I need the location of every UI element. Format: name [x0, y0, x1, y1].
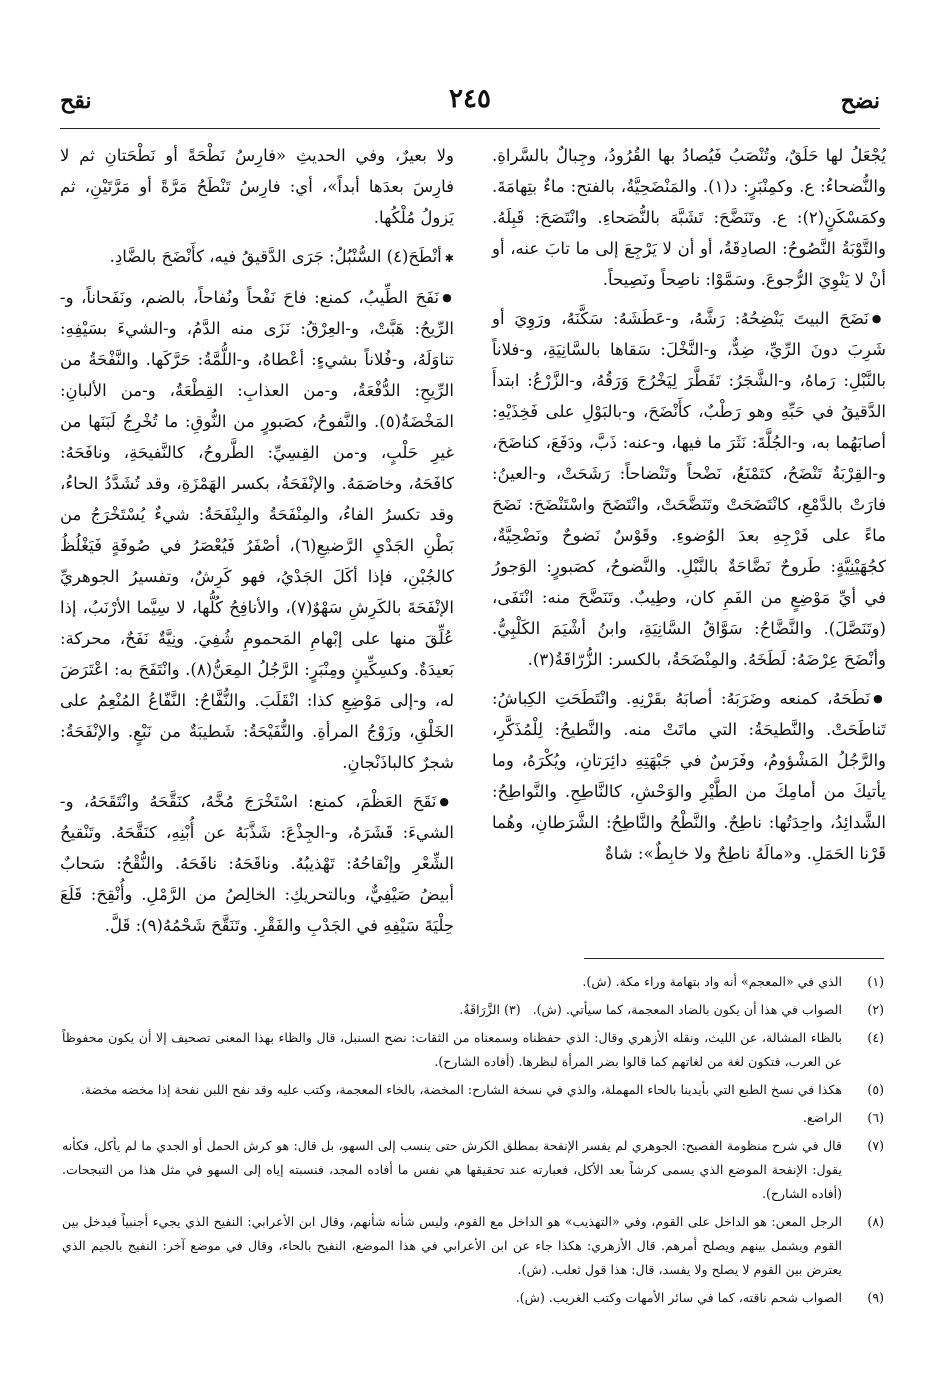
- footnotes-section: [62, 970, 884, 1318]
- footnote-text: قال في شرح منظومة الفصيح: الجوهري لم يفسر الإنفحة بمطلق الكرش حتى ينسب إلى السهو، بل قال: هو كرش الحمل أو الجدي ما لم يأكل، فكأنه يقول: الإنفحة الموضع الذي يسمى كرشاً بعد الأكل، فعبارته عند تحقيقها هي نفس ما أفاده المجد، فنسبته إياه إلى السهو في مثل هذا من التبجحات. (أفاده الشارح).: [62, 1138, 842, 1201]
- header-divider: [60, 128, 880, 129]
- footnote: [62, 1134, 884, 1206]
- footnote-text: بالظاء المشالة، عن الليث، ونقله الأزهري وقال: الذي حفظناه وسمعناه من الثقات: نضح السنبل، قال والظاء بهذا المعنى تصحيف إلا أن يكون محفوظاً عن العرب، فتكون لغة من لغاتهم كما قالوا بضر المرأة لبظرها. (أفاده الشارح).: [62, 1030, 842, 1069]
- footnote: [62, 970, 884, 994]
- footnote-number: (٧): [867, 1138, 884, 1153]
- footnote: [62, 1078, 884, 1102]
- entry-nadaha: ● نَضَحَ البيتَ يَنْضِحُهُ: رَشَّهُ، و-عَطَشَهُ: سَكَّنَهُ، ورَوِيَ أو شَرِبَ دونَ الرِّيِّ، ضِدٌّ، و-النَّخْلَ: سَقاها بالسَّانِيَةِ، و-فلاناً بالنَّبْلِ: رَماهُ، و-الشَّجَرُ: تَفَطَّرَ لِيَخْرُجَ وَرَقُهُ، و-الزَّرْعُ: ابتدأَ الدَّقيقُ في حَبِّهِ وهو رَطْبٌ، كأَنْضَحَ، و-بالبَوْلِ على فَخِذَيْهِ: أصابَهُما به، و-الجُلَّةَ: نَثَرَ ما فيها، و-عنه: ذَبَّ، ودَفَعَ، كناضَحَ، و-القِرْبَةُ تَنْضَحُ، كتَمْنَعُ، نَضْحاً وتَنْضاحاً: رَشَحَتْ، و-العينُ: فارَتْ بالدَّمْعِ، كانْتَضَحَتْ وتَنَضَّحَتْ، وانْتَضَحَ واسْتَنْضَحَ: نَضَحَ ماءً على فَرْجِهِ بعدَ الوُضوءِ. وقَوْسٌ نَضوحٌ ونَضْحِيَّةٌ، كجُهَيْنِيَّةٍ: طَروحٌ نَضَّاحَةٌ بالنَّبْلِ. والنَّضوحُ، كصَبورٍ: الوَجورُ في أيِّ مَوْضِعٍ من الفَمِ كان، وطِيبٌ. وتَنَضَّحَ منه: انْتَفَى، (وتَنَصَّلَ). والنَّضَّاحُ: سَوَّاقُ السَّانِيَةِ، وابنُ أشْيَمَ الكَلْبِيُّ. وأنْضَحَ عِرْضَهُ: لَطَخَهُ. والمِنْضَحَةُ، بالكسر: الزُّرّاقَةُ(٣).: [492, 303, 886, 675]
- entry-antaha: ✱ أنْطَحَ(٤) السُّنْبُلُ: جَرَى الدَّقيقُ فيه، كأَنْضَحَ بالضَّادِ.: [60, 241, 454, 274]
- footnote-text: الذي في «المعجم» أنه واد بتهامة وراء مكة. (ش).: [582, 974, 842, 989]
- page-number: ٢٤٥: [449, 84, 491, 114]
- paragraph-continuation: ولا بعيرٌ، وفي الحديثِ «فارِسُ نَطْحَةً أو نَطْحَتانِ ثم لا فارِسَ بعدَها أبداً»، أي: فارِسُ تَنْطَحُ مَرَّةً أو مَرَّتَيْنِ، ثم يَزولُ مُلْكُها.: [60, 146, 454, 227]
- footnote: [62, 1026, 884, 1074]
- entry-nataha: ● نَطَحَهُ، كمنعه وضَرَبَهُ: أصابَهُ بقَرْنِهِ. وانْتَطَحَتِ الكِباشُ: تَناطَحَتْ. والنَّطيحَةُ: التي ماتَتْ منه. والنَّطيحُ: لِلْمُذَكَّرِ، والرَّجُلُ المَشْؤومُ، وفَرَسٌ في جَبْهَتِهِ دائِرَتانِ، ويُكْرَهُ، وما يأتيكَ من أمامِكَ من الطَّيْرِ والوَحْشِ، كالنَّاطِحِ. والنَّواطِحُ: الشَّدائِدُ، واحِدَتُها: ناطِحٌ. والنَّطْحُ والنَّاطِحُ: الشَّرَطانِ، وهُما قَرْنا الحَمَلِ. و«مالَهُ ناطِحٌ ولا خابِطٌ»: شاةٌ: [492, 683, 886, 869]
- footnote-text: الصواب شحم ناقته، كما في سائر الأمهات وكتب الغريب. (ش).: [515, 1290, 842, 1305]
- footnote: [62, 1210, 884, 1282]
- header-root-word-right: نضح: [840, 88, 880, 114]
- header-root-word-left: نقح: [60, 88, 92, 114]
- footnote: [62, 1106, 884, 1130]
- footnote-text: الراضع.: [802, 1110, 842, 1125]
- footnote-number: (٦): [867, 1110, 884, 1125]
- footnote-number: (٢): [867, 1002, 884, 1017]
- footnote-number: (٩): [867, 1290, 884, 1305]
- paragraph-continuation: يُجْعَلُ لها حَلَقٌ، وتُنْصَبُ فَيُصادُ بها القُرُودُ، وجِبالٌ بالسَّراةِ. والنُّضحاءُ: ع. وكمِنْبَرٍ: د(١). والمَنْضَحِيَّةُ، بالفتح: ماءٌ بتِهامَةَ. وكمَسْكَنٍ(٢): ع. وتَنَضَّحَ: تَشَبَّهَ بالنُّصَحاءِ. وانْتَصَحَ: قَبِلَهُ. والتَّوْبَةُ النَّصُوحُ: الصادِقَةُ، أو أن لا يَرْجِعَ إلى ما تابَ عنه، أو أنْ لا يَنْوِيَ الرُّجوعَ. وسَمَّوْا: ناصِحاً ونَصِيحاً.: [492, 146, 886, 289]
- footnote-text: هكذا في نسخ الطبع التي بأيدينا بالحاء المهملة، والذي في نسخة الشارح: المخضة، بالخاء المعجمة، وكتب عليه وقد نفح اللبن نفحة إذا مخضه مخضة.: [80, 1082, 842, 1097]
- entry-naqaha: ● نَقَحَ العَظْمَ، كمنع: اسْتَخْرَجَ مُخَّهُ، كنَقَّحَهُ وانْتَقَحَهُ، و-الشيءَ: قَشَرَهُ، و-الجِذْعَ: شَذَّبَهُ عن أُبْنِهِ، كنَقَّحَهُ. وتَنْقيحُ الشِّعْرِ وإنْقاحُهُ: تَهْذيبُهُ. وناقَحَهُ: نافَحَهُ. والنُّقْحُ: سَحابٌ أبيضُ صَيْفِيٌّ، وبالتحريكِ: الخالِصُ من الرَّمْلِ. وأُنْقِحَ: قَلَعَ حِلْيَةَ سَيْفِهِ في الجَدْبِ والفَقْرِ. وتَنَقَّحَ شَحْمُهُ(٩): قَلَّ.: [60, 786, 454, 941]
- footnote: [62, 998, 884, 1022]
- footnote-number: (٥): [867, 1082, 884, 1097]
- footnote-text: الرجل المعن: هو الداخل على القوم، وفي «التهذيب» هو الداخل مع القوم، وليس شأنه شأنهم، وقال ابن الأعرابي: النفيح الذي يجيء أجنبياً فيدخل بين القوم ويشمل بينهم ويصلح أمرهم. قال الأزهري: هكذا جاء عن ابن الأعرابي في هذا الموضع، النفيح بالحاء، وقال في موضع آخر: النفيج بالجيم الذي يعترض بين القوم لا يصلح ولا يفسد، قال: هذا قول ثعلب. (ش).: [62, 1214, 842, 1277]
- entry-nafaha: ● نَفَحَ الطِّيبُ، كمنع: فاحَ نَفْحاً ونُفاحاً، بالضم، ونَفَحاناً، و-الرِّيحُ: هَبَّتْ، و-العِرْقُ: نَزَى منه الدَّمُ، و-الشيءَ بسَيْفِهِ: تناوَلَهُ، و-فُلاناً بشيءٍ: أعْطاهُ، و-اللُّمَّةُ: حَرَّكَها. والنَّفْحَةُ من الرِّيحِ: الدُّفْعَةُ، و-من العذابِ: القِطْعَةُ، و-من الألبانِ: المَخْضَةُ(٥). والنَّفوحُ، كصَبورٍ من النُّوقِ: ما تُخْرِجُ لَبَنَها من غيرِ حَلْبٍ، و-من القِسِيِّ: الطَّروحُ، كالنَّفيحَةِ، ونافَحَهُ: كافَحَهُ، وخاصَمَهُ. والإنْفَحَةُ، بكسر الهَمْزَةِ، وقد تُشَدَّدُ الحاءُ، وقد تكسرُ الفاءُ، والمِنْفَحَةُ والبِنْفَحَةُ: شيءٌ يُسْتَخْرَجُ من بَطْنِ الجَدْيِ الرَّضيعِ(٦)، أصْفَرُ فَيُعْصَرُ في صُوفَةٍ فَيَغْلُظُ كالجُبْنِ، فإذا أكَلَ الجَدْيُ، فهو كَرِشٌ، وتفسيرُ الجوهريِّ الإنْفَحَةَ بالكَرِشِ سَهْوٌ(٧)، والأنافِحُ كُلُّها، لا سِيَّما الأرْنَبُ، إذا عُلِّقَ منها على إبْهامِ المَحمومِ شُفِيَ. ونِيَّةٌ نَفَحٌ، محركة: بَعيدَةٌ. وكسِكِّينٍ ومِنْبَرٍ: الرَّجُلُ المِعَنُّ(٨). وانْتَفَحَ به: اعْتَرَضَ له، و-إلى مَوْضِعِ كذا: انْقَلَبَ. والنُّفَّاحُ: النَّفّاعُ المُنْعِمُ على الخَلْقِ، وزَوْجُ المرأةِ. والنُّفَيْحَةُ: شَطيبَةٌ من نَبْعٍ. والإنْفَحَةُ: شجرٌ كالباذَنْجانِ.: [60, 282, 454, 778]
- left-text-column: [60, 140, 455, 935]
- right-text-column: [492, 140, 886, 945]
- footnote-number: (٤): [867, 1030, 884, 1045]
- footnote-text: (٣) الزَّرَاقَةُ.: [459, 1002, 521, 1017]
- footnote-number: (١): [867, 974, 884, 989]
- footnote-number: (٨): [867, 1214, 884, 1229]
- footnote-divider: [584, 958, 884, 959]
- page-header: [60, 84, 880, 128]
- footnote-text: الصواب في هذا أن يكون بالضاد المعجمة، كما سيأتي. (ش).: [532, 1002, 842, 1017]
- footnote: [62, 1286, 884, 1310]
